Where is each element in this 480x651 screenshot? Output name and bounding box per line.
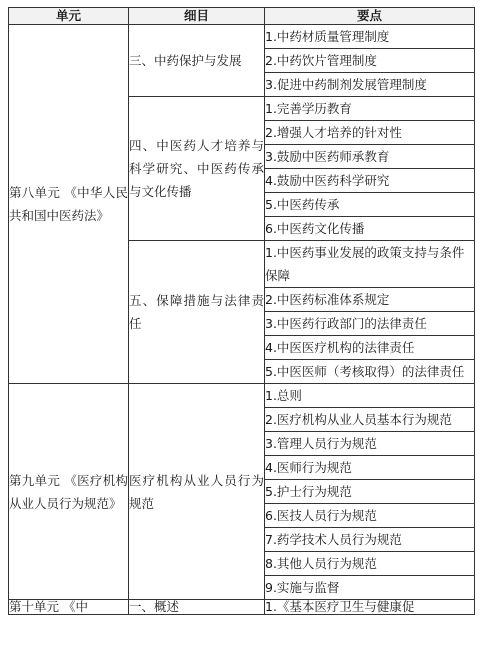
topic-cell: 五、保障措施与法律责任 [129,241,265,384]
table-row [9,600,475,615]
point-cell: 6.中医药文化传播 [265,217,475,241]
point-cell: 2.增强人才培养的针对性 [265,121,475,145]
topic-cell: 三、中药保护与发展 [129,25,265,97]
point-cell: 3.管理人员行为规范 [265,432,475,456]
point-cell: 7.药学技术人员行为规范 [265,528,475,552]
point-cell: 1.完善学历教育 [265,97,475,121]
header-topic: 细目 [129,8,265,25]
unit-cell-10: 第十单元 《中 [9,600,129,615]
point-cell: 1.中药材质量管理制度 [265,25,475,49]
header-points: 要点 [265,8,475,25]
point-cell: 4.中医医疗机构的法律责任 [265,336,475,360]
topic-cell: 四、中医药人才培养与科学研究、中医药传承与文化传播 [129,97,265,241]
point-cell: 3.促进中药制剂发展管理制度 [265,73,475,97]
point-cell: 5.护士行为规范 [265,480,475,504]
point-cell: 1.总则 [265,384,475,408]
table-row [9,384,475,408]
point-cell: 3.中医药行政部门的法律责任 [265,312,475,336]
point-cell: 2.中药饮片管理制度 [265,49,475,73]
point-cell: 4.鼓励中医药科学研究 [265,169,475,193]
point-cell: 4.医师行为规范 [265,456,475,480]
point-cell: 5.中医医师（考核取得）的法律责任 [265,360,475,384]
point-cell: 6.医技人员行为规范 [265,504,475,528]
unit-cell-9: 第九单元 《医疗机构从业人员行为规范》 [9,384,129,600]
syllabus-table [8,7,475,615]
table-row [9,25,475,49]
header-unit: 单元 [9,8,129,25]
topic-cell: 医疗机构从业人员行为规范 [129,384,265,600]
point-cell: 8.其他人员行为规范 [265,552,475,576]
point-cell: 2.医疗机构从业人员基本行为规范 [265,408,475,432]
point-cell: 3.鼓励中医药师承教育 [265,145,475,169]
header-row [9,8,475,25]
point-cell: 5.中医药传承 [265,193,475,217]
point-cell: 1.中医药事业发展的政策支持与条件保障 [265,241,475,288]
unit-cell-8: 第八单元 《中华人民共和国中医药法》 [9,25,129,384]
point-cell: 9.实施与监督 [265,576,475,600]
point-cell: 1.《基本医疗卫生与健康促 [265,600,475,615]
point-cell: 2.中医药标准体系规定 [265,288,475,312]
topic-cell: 一、概述 [129,600,265,615]
